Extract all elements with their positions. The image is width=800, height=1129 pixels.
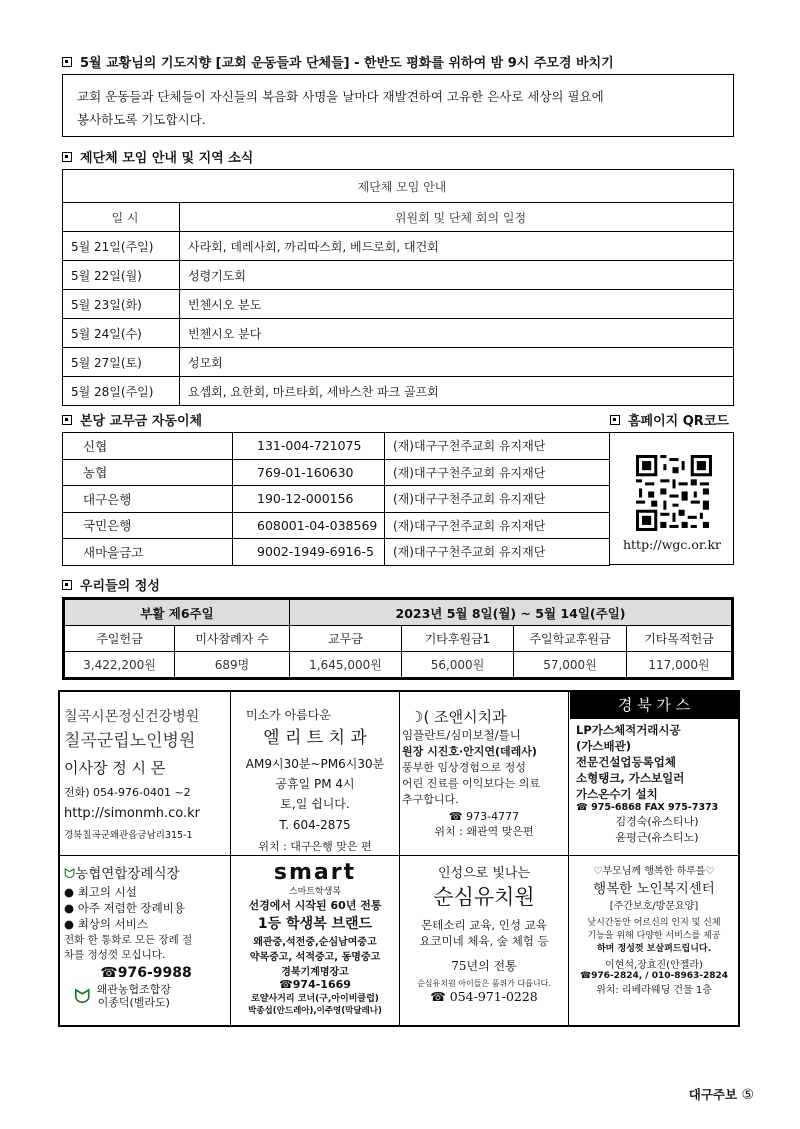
meetings-caption: 제단체 모임 안내 [63, 170, 734, 203]
ad-header: 경 북 가 스 [570, 692, 738, 719]
page-footer [689, 1085, 754, 1103]
qr-panel [610, 432, 734, 565]
ad-simon-hospital[interactable] [64, 706, 228, 854]
ad-line: ♡부모님께 행복한 하루를♡ [593, 866, 715, 877]
table-row [63, 319, 734, 348]
offering-value: 57,000원 [514, 652, 627, 678]
square-bullet-icon [62, 580, 72, 590]
ad-line: 로얄사거리 코너(구,아이비클럽) [251, 994, 379, 1004]
meetings-section-title [62, 147, 253, 166]
offering-value: 3,422,200원 [65, 652, 175, 678]
meeting-date: 5월 21일(주일) [63, 232, 180, 261]
offering-value: 689명 [175, 652, 290, 678]
bank-holder: (재)대구구천주교회 유지재단 [385, 433, 610, 460]
ad-elite-dental[interactable] [232, 706, 398, 854]
ad-line: 975-6868 FAX 975-7373 [591, 802, 719, 813]
ad-line: 최고의 시설 [77, 885, 137, 899]
ads-divider [399, 692, 400, 1025]
bank-holder: (재)대구구천주교회 유지재단 [385, 539, 610, 566]
ad-joan-dental[interactable] [402, 706, 566, 854]
meetings-title: 제단체 모임 안내 및 지역 소식 [80, 151, 254, 166]
offering-value: 56,000원 [402, 652, 514, 678]
bank-holder: (재)대구구천주교회 유지재단 [385, 486, 610, 513]
ad-logo: smart [273, 862, 357, 885]
qr-section-title [610, 410, 729, 429]
nh-logo-icon: ᗢ [64, 866, 76, 882]
ad-line: 왜관중,석전중,순심남여중고 [253, 937, 377, 948]
bank-table [62, 432, 610, 566]
ad-line: LP가스체적거래시공 [576, 723, 681, 737]
meetings-table [62, 169, 734, 406]
ad-line: 스마트학생복 [288, 887, 342, 897]
phone-icon: ☎ [448, 810, 463, 823]
ad-line: 농협연합장례식장 [75, 866, 180, 882]
ad-line: 미소가 아름다운 [246, 708, 331, 722]
meetings-col-date: 일 시 [63, 203, 180, 232]
ad-line: 추구합니다. [402, 793, 459, 806]
bank-account: 131-004-721075 [233, 433, 385, 460]
bank-holder: (재)대구구천주교회 유지재단 [385, 459, 610, 486]
ad-line: 위치 : 대구은행 맞은 편 [258, 840, 372, 853]
phone-icon: ☎ [430, 989, 446, 1004]
bank-account: 9002-1949-6916-5 [233, 539, 385, 566]
ad-line: 공휴일 PM 4시 [275, 777, 355, 791]
meeting-desc: 성모회 [180, 348, 734, 377]
square-bullet-icon [62, 57, 72, 67]
phone-icon: ☎ [579, 971, 592, 981]
ad-line: 칠곡군립노인병원 [64, 731, 196, 751]
bank-name: 농협 [63, 459, 233, 486]
ad-line: 소형탱크, 가스보일러 [576, 771, 685, 785]
ad-funeral-hall[interactable]: ᗢ농협연합장례식장 ● 최고의 시설 ● 아주 저렴한 장례비용 ● 최상의 서비스 전화 한 통화로 모든 장례 절 차를 정성껏 모십니다. ☎976-9988 ᗢ 왜관농협조합장 이종덕(벨라도) [64, 862, 228, 1024]
meeting-date: 5월 24일(수) [63, 319, 180, 348]
table-row [63, 539, 610, 566]
ad-line: 전화 한 통화로 모든 장례 절 [64, 934, 193, 946]
qr-code-icon[interactable] [636, 455, 712, 531]
meeting-desc: 빈첸시오 분도 [180, 290, 734, 319]
prayer-title: 5월 교황님의 기도지향 [교회 운동들과 단체들] - 한반도 평화를 위하여 밤 9시 주모경 바치기 [80, 56, 614, 71]
offering-header: 미사참례자 수 [175, 626, 290, 652]
offering-title: 우리들의 정성 [80, 579, 160, 594]
ad-line: 순심유치원 [433, 885, 535, 909]
ad-line: 낮시간동안 어르신의 인지 및 신체 [587, 918, 721, 928]
ad-line: 김경숙(유스티나) [615, 815, 699, 828]
meeting-date: 5월 23일(화) [63, 290, 180, 319]
square-bullet-icon [610, 415, 620, 425]
ad-line: 어린 진료를 이익보다는 의료 [402, 777, 541, 790]
offering-header: 기타후원금1 [402, 626, 514, 652]
table-row [63, 261, 734, 290]
ad-line: 기능을 위해 다양한 서비스를 제공 [587, 931, 721, 941]
ad-line: 선경에서 시작된 60년 전통 [248, 899, 382, 912]
ads-grid [58, 690, 740, 1027]
ad-line: http://simonmh.co.kr [64, 806, 200, 821]
ad-smart-uniform[interactable] [232, 862, 398, 1024]
qr-title: 홈페이지 QR코드 [628, 414, 729, 429]
table-row [63, 512, 610, 539]
meetings-col-desc: 위원회 및 단체 회의 일정 [180, 203, 734, 232]
ad-line: 행복한 노인복지센터 [593, 881, 715, 897]
meeting-desc: 빈첸시오 분다 [180, 319, 734, 348]
ad-line: 974-1669 [292, 978, 351, 991]
bank-account: 769-01-160630 [233, 459, 385, 486]
bank-name: 국민은행 [63, 512, 233, 539]
ad-line: 왜관농협조합장 [96, 983, 171, 996]
table-row [63, 348, 734, 377]
offering-section-title [62, 575, 160, 594]
bank-name: 새마을금고 [63, 539, 233, 566]
prayer-box [62, 74, 734, 137]
meeting-date: 5월 27일(토) [63, 348, 180, 377]
ad-line: 아주 저렴한 장례비용 [77, 901, 185, 915]
ad-line: AM9시30분~PM6시30분 [245, 757, 385, 771]
ad-line: 973-4777 [466, 810, 520, 823]
meeting-desc: 사라회, 데레사회, 까리따스회, 베드로회, 대건회 [180, 232, 734, 261]
offering-header: 주일헌금 [65, 626, 175, 652]
ad-line: 인성으로 빛나는 [437, 866, 531, 881]
offering-table [62, 597, 734, 680]
ad-line: 약목중고, 석적중고, 동명중고 [249, 952, 381, 963]
bank-name: 대구은행 [63, 486, 233, 513]
ad-line: 순심유치원 아이들은 품위가 다릅니다. [417, 979, 551, 988]
table-row [63, 232, 734, 261]
bank-section-title [62, 410, 202, 429]
ad-line: 976-2824, / 010-8963-2824 [591, 971, 729, 981]
square-bullet-icon [62, 415, 72, 425]
ad-line: 1등 학생복 브랜드 [257, 916, 373, 932]
ad-line: 몬테소리 교육, 인성 교육 [421, 918, 547, 932]
ad-line: (가스배관) [576, 739, 631, 753]
ad-line: 풍부한 임상경험으로 정성 [402, 761, 526, 774]
ad-line: 차를 정성껏 모십니다. [64, 949, 166, 961]
ad-line: 칠곡시몬정신건강병원 [64, 709, 200, 725]
page-number: ⑤ [741, 1087, 754, 1103]
prayer-text-2: 봉사하도록 기도합시다. [77, 112, 206, 127]
ad-line: 이사장 정 시 몬 [64, 759, 166, 777]
phone-icon: ☎ [279, 978, 293, 991]
ad-line: 이종덕(벨라도) [97, 996, 170, 1009]
ad-line: 하며 정성껏 보살펴드립니다. [596, 944, 711, 954]
ad-line: 경북기계명장고 [281, 967, 349, 978]
ads-divider [568, 692, 569, 1025]
ad-line: 가스온수기 설치 [576, 787, 658, 801]
prayer-text-1: 교회 운동들과 단체들이 자신들의 복음화 사명을 날마다 재발견하여 고유한 은사로 세상의 필요에 [77, 89, 604, 104]
footer-label: 대구주보 [688, 1087, 738, 1102]
meeting-date: 5월 28일(주일) [63, 377, 180, 406]
ad-line: 최상의 서비스 [77, 917, 149, 931]
ad-line: 전화) 054-976-0401 ~2 [64, 786, 191, 799]
ad-line: T. 604-2875 [279, 818, 351, 832]
ads-divider [230, 692, 231, 1025]
offering-value: 1,645,000원 [290, 652, 402, 678]
tooth-icon: ☽( [410, 708, 430, 726]
table-row [63, 290, 734, 319]
square-bullet-icon [62, 152, 72, 162]
bank-name: 신협 [63, 433, 233, 460]
bank-account: 190-12-000156 [233, 486, 385, 513]
ad-line: 경북칠곡군왜관읍금남리315-1 [64, 830, 193, 841]
ad-sunsim-kindergarten[interactable] [401, 862, 567, 1024]
bank-holder: (재)대구구천주교회 유지재단 [385, 512, 610, 539]
offering-period: 2023년 5월 8일(월) ~ 5월 14일(주일) [290, 600, 732, 626]
ad-line: 요코미네 체육, 숲 체험 등 [419, 934, 549, 948]
meeting-date: 5월 22일(월) [63, 261, 180, 290]
ad-line: 엘 리 트 치 과 [263, 728, 367, 748]
table-row [63, 377, 734, 406]
ad-gyeongbuk-gas[interactable] [570, 692, 738, 854]
table-row [63, 433, 610, 460]
table-row [63, 459, 610, 486]
phone-icon: ☎ [576, 802, 588, 813]
ad-line: 전문건설업등록업체 [576, 755, 676, 769]
ad-line: 임플란트/심미보철/틀니 [402, 728, 521, 742]
ad-line: 이현석,장효진(안젤라) [605, 960, 703, 971]
ad-line: 토,일 쉽니다. [280, 797, 350, 811]
phone-icon: ☎ [100, 965, 118, 981]
offering-week: 부활 제6주일 [65, 600, 290, 626]
ad-line: [주간보호/방문요양] [609, 901, 699, 912]
qr-url[interactable]: http://wgc.or.kr [622, 537, 722, 552]
table-row [63, 486, 610, 513]
ad-senior-center[interactable] [570, 862, 738, 1024]
bank-account: 608001-04-038569 [233, 512, 385, 539]
bank-title: 본당 교무금 자동이체 [80, 414, 203, 429]
meeting-desc: 요셉회, 요한회, 마르타회, 세바스찬 파크 골프회 [180, 377, 734, 406]
offering-header: 기타목적헌금 [627, 626, 732, 652]
prayer-section-title [62, 52, 614, 71]
ad-line: 박종섭(안드레아),이주영(막달레나) [248, 1006, 382, 1016]
ad-line: 976-9988 [117, 965, 192, 981]
ad-line: 원장 시진호·안지연(데레사) [402, 745, 537, 758]
ad-line: 위치: 리베라웨딩 건물 1층 [596, 985, 712, 996]
offering-header: 주일학교후원금 [514, 626, 627, 652]
nh-logo-icon: ᗢ [74, 984, 91, 1008]
ad-line: 75년의 전통 [451, 959, 517, 973]
offering-header: 교무금 [290, 626, 402, 652]
ad-line: 조앤시치과 [434, 708, 507, 726]
meeting-desc: 성령기도회 [180, 261, 734, 290]
ad-line: 위치 : 왜관역 맞은편 [434, 825, 534, 838]
offering-value: 117,000원 [627, 652, 732, 678]
ad-line: 054-971-0228 [449, 989, 538, 1004]
ad-line: 윤평근(유스티노) [615, 831, 699, 844]
